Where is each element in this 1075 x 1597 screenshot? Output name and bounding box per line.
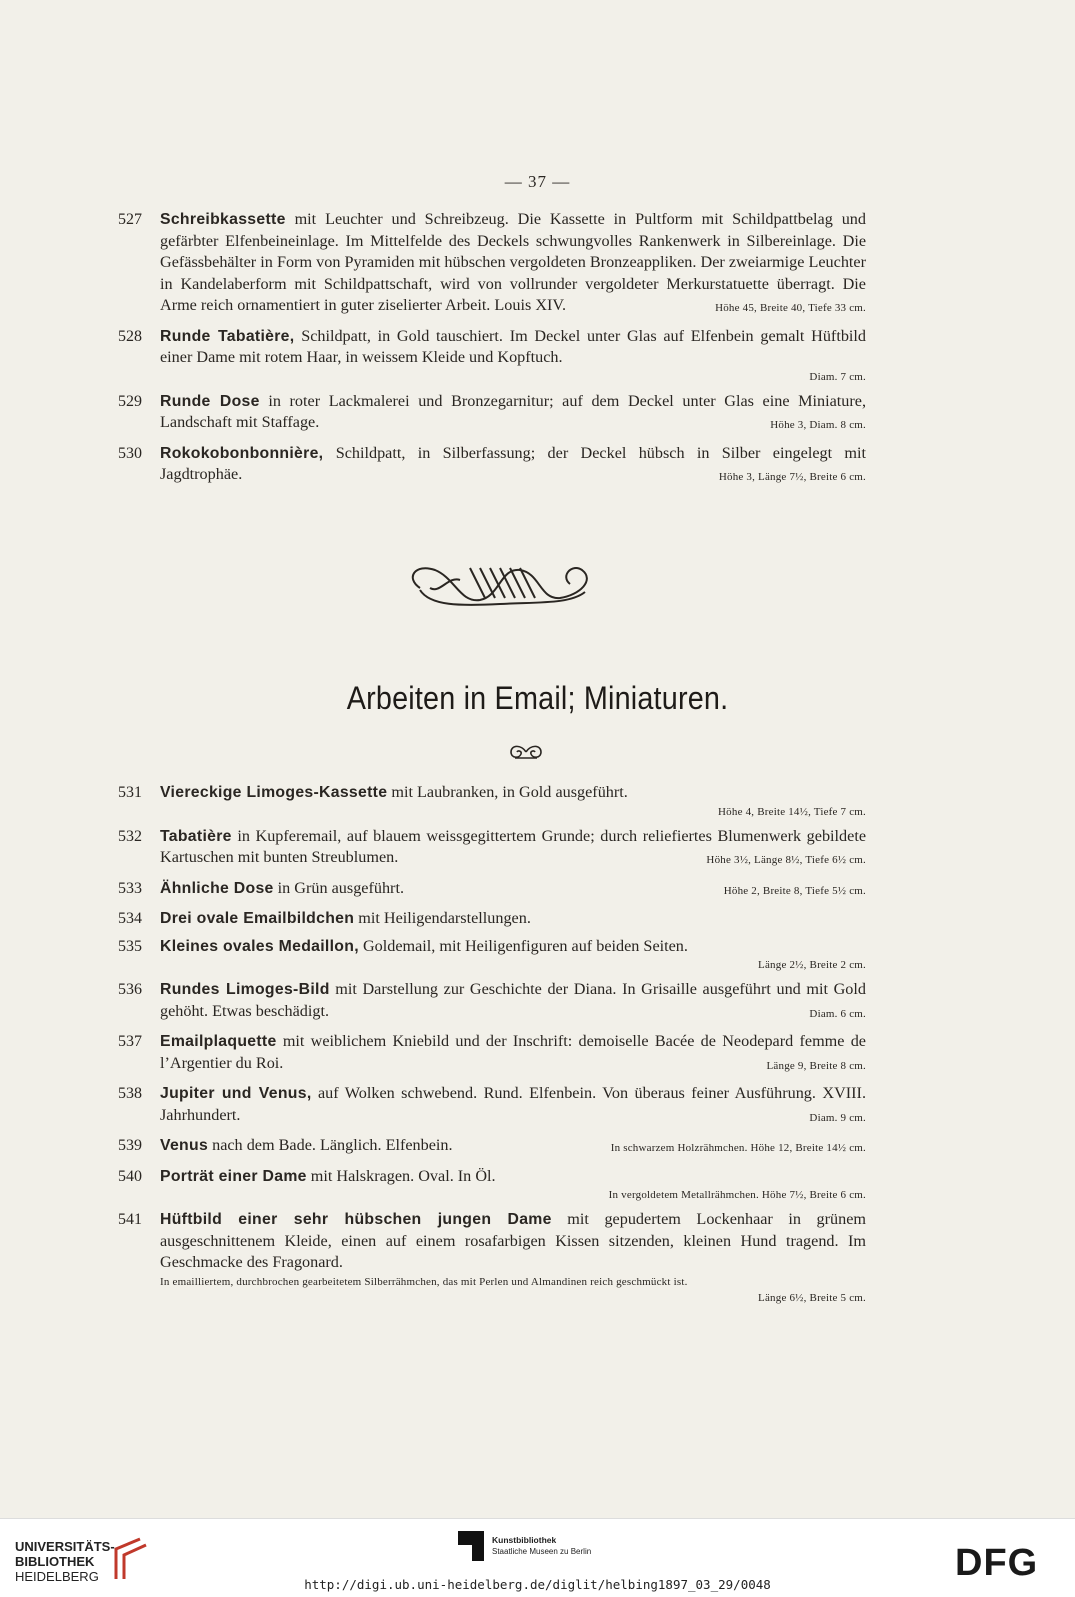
frame-text: In emailliertem, durchbrochen gearbeitetem Silberrähmchen, das mit Perlen und Almandinen reich geschmückt ist. xyxy=(160,1275,688,1288)
catalog-entry-533 xyxy=(118,878,866,903)
entry-number: 530 xyxy=(118,444,142,462)
entry-measurements: Diam. 7 cm. xyxy=(809,370,866,383)
catalog-entry-535 xyxy=(118,936,866,974)
page-number: — 37 — xyxy=(504,172,571,191)
entry-number: 528 xyxy=(118,327,142,345)
kb-line-2: Staatliche Museen zu Berlin xyxy=(492,1547,592,1556)
entry-measurements: Länge 2½, Breite 2 cm. xyxy=(758,959,866,971)
entry-number: 527 xyxy=(118,211,142,228)
small-ornament xyxy=(507,742,545,762)
entry-body xyxy=(160,326,866,369)
entry-body xyxy=(160,936,866,958)
entry-description: in Kupferemail, auf blauem weissgegittertem Grunde; durch reliefiertes Blumenwerk gebildete Kartuschen mit bunten Streublumen. xyxy=(160,826,866,866)
entry-title: Schreibkassette xyxy=(160,211,286,228)
entry-title: Rokokobonbonnière, xyxy=(160,444,324,462)
entry-description: mit Leuchter und Schreibzeug. Die Kassette in Pultform mit Schildpattbelag und gefärbter Elfenbeineinlage. Im Mittelfelde des Deckels schwungvolles Rankenwerk in Silbereinlage. Die Gefässbehälter in Form von Pyramiden mit hübschen vergoldeten Bronzeappliken. Der zweiarmige Leuchter in Kandelaberform mit Schildpattschaft, wird von vollrunder vergoldeter Merkurstatuette überragt. Die Arme reich ornamentiert in guter ziselierter Arbeit. Louis XIV. xyxy=(160,210,866,314)
entry-number: 533 xyxy=(118,879,142,897)
entry-title: Hüftbild einer sehr hübschen jungen Dame xyxy=(160,1211,552,1228)
entry-body xyxy=(160,1135,866,1160)
catalog-entry-541 xyxy=(118,1209,866,1304)
entry-title: Kleines ovales Medaillon, xyxy=(160,937,359,955)
entry-number: 538 xyxy=(118,1085,142,1102)
permalink-url[interactable]: http://digi.ub.uni-heidelberg.de/diglit/helbing1897_03_29/0048 xyxy=(304,1577,771,1592)
entry-measurements: Länge 9, Breite 8 cm. xyxy=(766,1059,866,1072)
entry-body xyxy=(160,782,866,804)
entry-measurements: In schwarzem Holzrähmchen. Höhe 12, Breite 14½ cm. xyxy=(610,1142,866,1154)
ub-line-2: BIBLIOTHEK xyxy=(15,1554,95,1569)
entry-body xyxy=(160,391,866,437)
entry-title: Venus xyxy=(160,1137,209,1154)
entry-body xyxy=(160,443,866,489)
entry-description: mit Heiligendarstellungen. xyxy=(354,909,531,927)
entry-title: Runde Tabatière, xyxy=(160,327,295,345)
entry-title: Drei ovale Emailbildchen xyxy=(160,910,355,927)
kb-line-1: Kunstbibliothek xyxy=(492,1535,557,1545)
entry-title: Runde Dose xyxy=(160,392,260,410)
entry-measurements: Diam. 6 cm. xyxy=(809,1007,866,1020)
entry-number: 539 xyxy=(118,1137,142,1154)
entry-description: mit gepudertem Lockenhaar in grünem ausgeschnittenem Kleide, einen auf einem rosafarbigen Kissen sitzenden, kleinen Hund tragend. Im Geschmacke des Fragonard. xyxy=(160,1210,866,1271)
entry-measurements: Höhe 3, Länge 7½, Breite 6 cm. xyxy=(718,471,866,483)
entry-number: 534 xyxy=(118,910,142,927)
entry-body xyxy=(160,878,866,903)
entry-title: Viereckige Limoges-Kassette xyxy=(160,784,388,801)
entry-number: 540 xyxy=(118,1167,142,1185)
dfg-logo[interactable] xyxy=(955,1541,1060,1581)
catalog-entry-537 xyxy=(118,1031,866,1077)
entry-number: 531 xyxy=(118,784,142,801)
entry-body xyxy=(160,209,866,320)
flourish-ornament xyxy=(400,558,600,610)
entry-description: in roter Lackmalerei und Bronzegarnitur; auf dem Deckel unter Glas eine Miniature, Landschaft mit Staffage. xyxy=(160,391,866,431)
catalog-entry-540 xyxy=(118,1166,866,1204)
entry-number: 529 xyxy=(118,392,142,410)
section-heading: Arbeiten in Email; Miniaturen. xyxy=(346,680,729,716)
entry-description: Goldemail, mit Heiligenfiguren auf beiden Seiten. xyxy=(358,936,688,955)
entry-measurements: Diam. 9 cm. xyxy=(809,1111,866,1124)
entry-body xyxy=(160,908,866,930)
entry-measurements: Höhe 3½, Länge 8½, Tiefe 6½ cm. xyxy=(706,854,866,866)
ub-line-3: HEIDELBERG xyxy=(15,1569,99,1584)
kunstbibliothek-text[interactable] xyxy=(492,1535,591,1557)
entry-title: Tabatière xyxy=(160,827,232,845)
entry-frame-description xyxy=(160,1274,866,1304)
entries-top xyxy=(118,209,866,495)
catalog-entry-534 xyxy=(118,908,866,930)
entry-measurements: Höhe 2, Breite 8, Tiefe 5½ cm. xyxy=(723,884,866,897)
catalog-entry-539 xyxy=(118,1135,866,1160)
entry-number: 537 xyxy=(118,1033,142,1050)
kunstbibliothek-logo-icon xyxy=(458,1531,484,1561)
catalog-entry-529 xyxy=(118,391,866,437)
entry-body xyxy=(160,1166,866,1188)
entry-body xyxy=(160,826,866,872)
entry-measurements: Höhe 3, Diam. 8 cm. xyxy=(770,419,866,431)
entry-description: Schildpatt, in Silberfassung; der Deckel hübsch in Silber eingelegt mit Jagdtrophäe. xyxy=(160,443,866,483)
entry-description: mit weiblichem Kniebild und der Inschrift: demoiselle Bacée de Neodepard femme de l’Argentier du Roi. xyxy=(160,1032,866,1072)
catalog-entry-530 xyxy=(118,443,866,489)
entries-bottom xyxy=(118,782,866,1306)
entry-description: mit Darstellung zur Geschichte der Diana. In Grisaille ausgeführt und mit Gold gehöht. Etwas beschädigt. xyxy=(160,980,866,1020)
catalog-entry-531 xyxy=(118,782,866,820)
entry-number: 535 xyxy=(118,937,142,955)
entry-measurements: Länge 6½, Breite 5 cm. xyxy=(758,1291,866,1304)
entry-measurements: Höhe 45, Breite 40, Tiefe 33 cm. xyxy=(715,302,866,314)
entry-body xyxy=(160,1083,866,1129)
entry-number: 532 xyxy=(118,827,142,845)
entry-number: 541 xyxy=(118,1211,142,1228)
ub-logo-icon xyxy=(110,1535,150,1583)
entry-title: Porträt einer Dame xyxy=(160,1167,307,1185)
entry-description: mit Halskragen. Oval. In Öl. xyxy=(306,1166,496,1185)
entry-title: Ähnliche Dose xyxy=(160,879,274,897)
footer-bar xyxy=(0,1518,1075,1597)
entry-body xyxy=(160,1209,866,1274)
catalog-entry-527 xyxy=(118,209,866,320)
dfg-logo-text: DFG xyxy=(955,1542,1039,1581)
entry-description: auf Wolken schwebend. Rund. Elfenbein. Von überaus feiner Ausführung. XVIII. Jahrhundert. xyxy=(160,1084,866,1124)
entry-body xyxy=(160,1031,866,1077)
entry-description: Schildpatt, in Gold tauschiert. Im Deckel unter Glas auf Elfenbein gemalt Hüftbild einer Dame mit rotem Haar, in weissem Kleide und Kopftuch. xyxy=(160,326,866,366)
entry-description: nach dem Bade. Länglich. Elfenbein. xyxy=(208,1136,453,1154)
entry-measurements: Höhe 4, Breite 14½, Tiefe 7 cm. xyxy=(718,805,866,818)
entry-title: Rundes Limoges-Bild xyxy=(160,981,330,998)
entry-title: Jupiter und Venus, xyxy=(160,1085,312,1102)
entry-measurements: In vergoldetem Metallrähmchen. Höhe 7½, Breite 6 cm. xyxy=(608,1189,866,1201)
ub-line-1: UNIVERSITÄTS- xyxy=(15,1539,115,1554)
catalog-entry-532 xyxy=(118,826,866,872)
entry-title: Emailplaquette xyxy=(160,1033,277,1050)
catalog-entry-536 xyxy=(118,979,866,1025)
catalog-entry-538 xyxy=(118,1083,866,1129)
entry-number: 536 xyxy=(118,981,142,998)
entry-description: mit Laubranken, in Gold ausgeführt. xyxy=(387,783,628,801)
catalog-entry-528 xyxy=(118,326,866,385)
entry-description: in Grün ausgeführt. xyxy=(273,878,404,897)
entry-body xyxy=(160,979,866,1025)
